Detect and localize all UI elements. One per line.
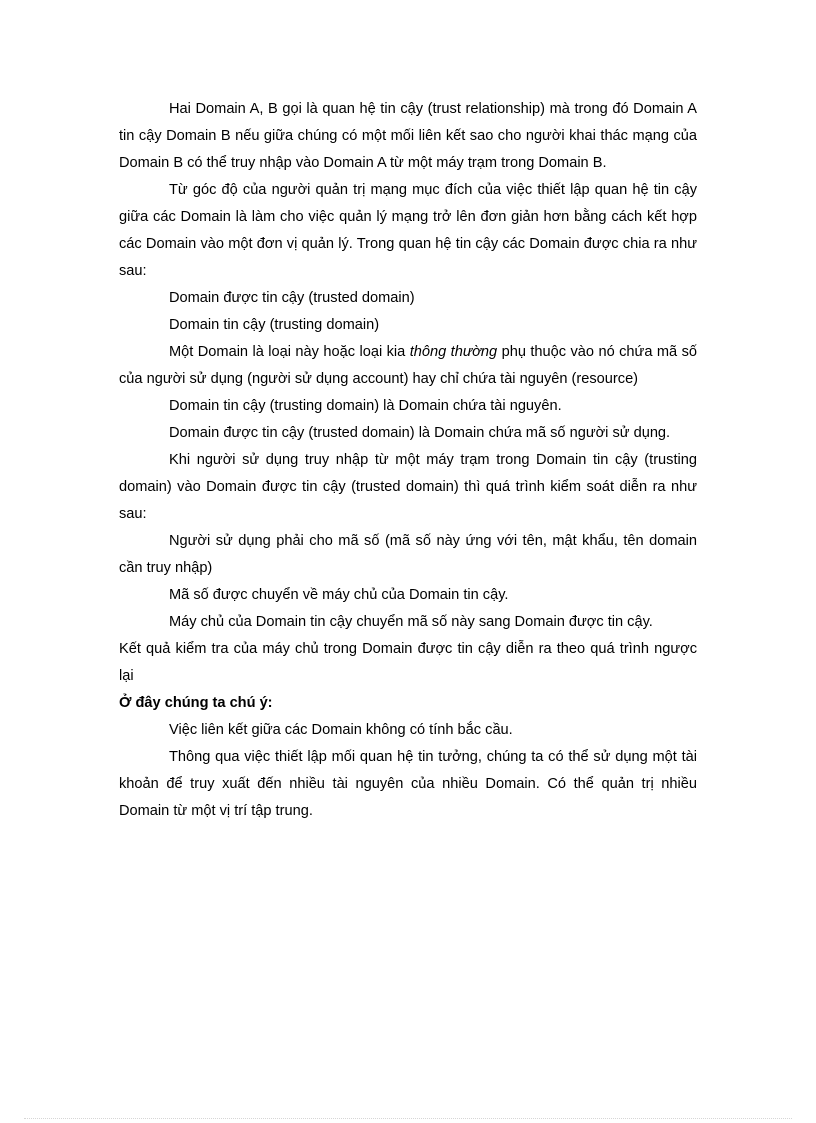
paragraph-non-transitive: Việc liên kết giữa các Domain không có tính bắc cầu. — [169, 722, 513, 738]
domain-type-text-start: Một Domain là loại này hoặc loại kia — [169, 344, 410, 360]
paragraph-admin-purpose: Từ góc độ của người quản trị mạng mục đích của việc thiết lập quan hệ tin cậy giữa các Domain là làm cho việc quản lý mạng trở lên đơn giản hơn bằng cách kết hợp các Domain vào một đơn vị quản lý. Trong quan hệ tin cậy các Domain được chia ra như sau: — [119, 182, 697, 279]
paragraph-domain-type — [119, 339, 697, 393]
paragraph-trust-definition: Hai Domain A, B gọi là quan hệ tin cậy (trust relationship) mà trong đó Domain A tin cậy Domain B nếu giữa chúng có một mối liên kết sao cho người khai thác mạng của Domain B có thể truy nhập vào Domain A từ một máy trạm trong Domain B. — [119, 101, 697, 171]
paragraph-access-process: Khi người sử dụng truy nhập từ một máy trạm trong Domain tin cậy (trusting domain) vào Domain được tin cậy (trusted domain) thì quá trình kiểm soát diễn ra như sau: — [119, 452, 697, 522]
paragraph-trusted-accounts: Domain được tin cậy (trusted domain) là Domain chứa mã số người sử dụng. — [169, 425, 671, 441]
paragraph-trusting-domain: Domain tin cậy (trusting domain) — [169, 317, 380, 333]
paragraph-step-transfer: Máy chủ của Domain tin cậy chuyển mã số này sang Domain được tin cậy. — [169, 614, 653, 630]
heading-note: Ở đây chúng ta chú ý: — [119, 695, 273, 711]
page-bottom-divider — [24, 1118, 792, 1119]
paragraph-trusting-resources: Domain tin cậy (trusting domain) là Domain chứa tài nguyên. — [169, 398, 562, 414]
document-body — [119, 96, 697, 825]
domain-type-text-end: phụ thuộc vào nó chứa mã số của người sử dụng (người sử dụng account) hay chỉ chứa tài nguyên (resource) — [119, 344, 697, 387]
paragraph-benefits: Thông qua việc thiết lập mối quan hệ tin tưởng, chúng ta có thể sử dụng một tài khoản để truy xuất đến nhiều tài nguyên của nhiều Domain. Có thể quản trị nhiều Domain từ một vị trí tập trung. — [119, 749, 697, 819]
paragraph-step-forward: Mã số được chuyển về máy chủ của Domain tin cậy. — [169, 587, 509, 603]
paragraph-step-user-code: Người sử dụng phải cho mã số (mã số này ứng với tên, mật khẩu, tên domain cần truy nhập) — [119, 533, 697, 576]
emphasis-thong-thuong: thông thường — [409, 344, 498, 360]
paragraph-trusted-domain: Domain được tin cậy (trusted domain) — [169, 290, 415, 306]
paragraph-check-result: Kết quả kiểm tra của máy chủ trong Domain được tin cậy diễn ra theo quá trình ngược lại — [119, 641, 697, 684]
